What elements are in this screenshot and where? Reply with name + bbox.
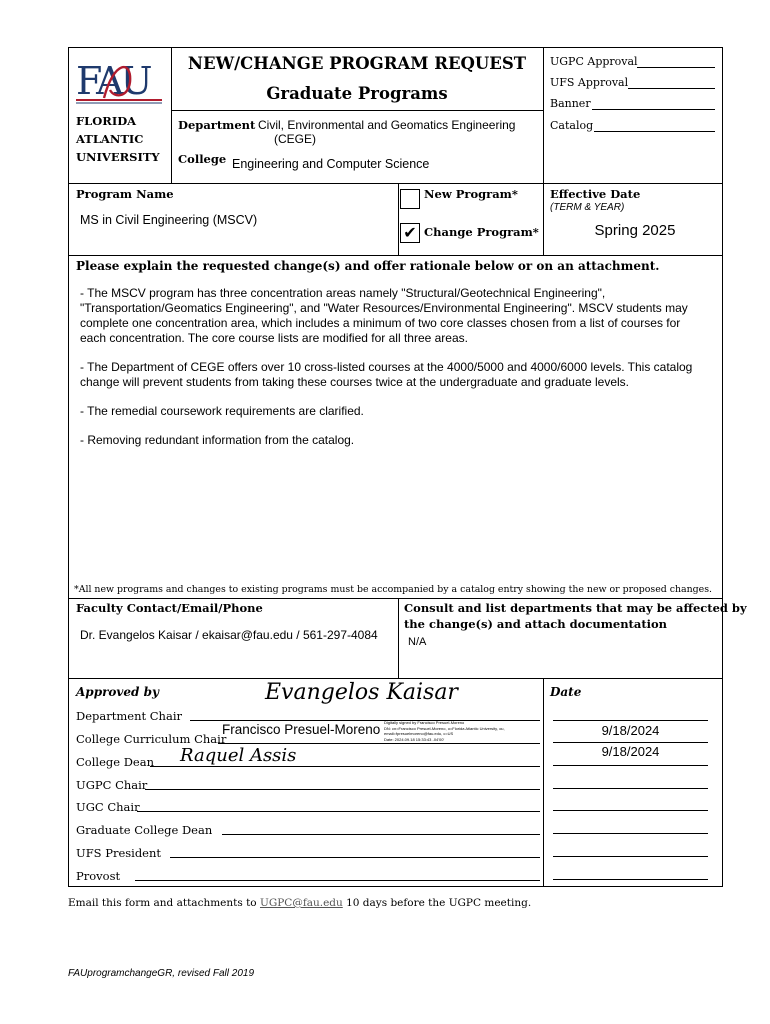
- rationale-heading: Please explain the requested change(s) and offer rationale below or on an attachment.: [76, 259, 660, 273]
- graduate-dean-line[interactable]: [222, 834, 540, 835]
- effective-date-value[interactable]: Spring 2025: [594, 222, 676, 239]
- curriculum-chair-date[interactable]: 9/18/2024: [601, 723, 660, 738]
- fau-logo: [74, 52, 166, 108]
- new-program-label: New Program*: [424, 187, 518, 201]
- ufs-approval-line[interactable]: [628, 88, 715, 89]
- provost-line[interactable]: [135, 880, 540, 881]
- college-dean-date-line[interactable]: [553, 765, 708, 766]
- college-dean-line[interactable]: [150, 766, 540, 767]
- program-name-value[interactable]: MS in Civil Engineering (MSCV): [80, 213, 258, 227]
- university-name: [76, 112, 160, 166]
- graduate-dean-date-line[interactable]: [553, 833, 708, 834]
- consult-label-1: Consult and list departments that may be affected by: [404, 601, 747, 615]
- email-suffix: 10 days before the UGPC meeting.: [346, 897, 532, 909]
- divider-contact: [398, 598, 399, 678]
- provost-label: Provost: [76, 869, 121, 883]
- ugc-chair-line[interactable]: [137, 811, 540, 812]
- effective-date-label: Effective Date: [550, 187, 641, 201]
- date-label: Date: [550, 685, 582, 699]
- email-instructions: [68, 897, 531, 909]
- faculty-contact-value[interactable]: Dr. Evangelos Kaisar / ekaisar@fau.edu / 561-297-4084: [80, 628, 378, 642]
- dean-signature[interactable]: Raquel Assis: [180, 745, 297, 766]
- department-value[interactable]: Civil, Environmental and Geomatics Engineering: [258, 118, 516, 132]
- university-line-2: ATLANTIC: [76, 132, 144, 146]
- ugpc-chair-line[interactable]: [145, 789, 540, 790]
- ufs-president-line[interactable]: [170, 857, 540, 858]
- curriculum-chair-line[interactable]: [218, 743, 540, 744]
- change-program-checkbox[interactable]: ✔: [400, 223, 420, 243]
- college-label: College: [178, 152, 227, 166]
- rationale-paragraph-1: - The MSCV program has three concentration areas namely "Structural/Geotechnical Engineering", "Transportation/Geomatics Engineering", and "Water Resources/Environmental Engineering". MSCV students may complete one concentration area, which includes a minimum of two core classes chosen from a list of courses for each concentration. The core course lists are modified for all three areas.: [80, 286, 688, 345]
- digital-sig-line-1: Digitally signed by Francisco Presuel-Moreno: [384, 720, 465, 725]
- curriculum-chair-label: College Curriculum Chair: [76, 732, 227, 746]
- college-dean-label: College Dean: [76, 755, 154, 769]
- rationale-text[interactable]: [80, 286, 705, 448]
- revision-note: FAUprogramchangeGR, revised Fall 2019: [68, 968, 255, 979]
- rationale-paragraph-4: - Removing redundant information from the catalog.: [80, 433, 355, 447]
- divider-program-bottom: [68, 255, 723, 256]
- divider-approvals: [543, 47, 544, 183]
- page-title: NEW/CHANGE PROGRAM REQUEST: [187, 54, 527, 73]
- department-chair-line[interactable]: [190, 720, 540, 721]
- digital-sig-line-4: Date: 2024.09.18 15:33:43 -04'00': [384, 736, 445, 742]
- digital-sig-line-2: DN: cn=Francisco Presuel-Moreno, o=Florida Atlantic University, ou,: [384, 725, 505, 731]
- ugc-chair-label: UGC Chair: [76, 800, 140, 814]
- catalog-line[interactable]: [594, 131, 715, 132]
- curriculum-chair-date-line[interactable]: [553, 742, 708, 743]
- approved-by-label: Approved by: [76, 685, 159, 699]
- department-chair-label: Department Chair: [76, 709, 182, 723]
- ugpc-chair-date-line[interactable]: [553, 788, 708, 789]
- provost-date-line[interactable]: [553, 879, 708, 880]
- new-program-checkbox[interactable]: [400, 189, 420, 209]
- rationale-paragraph-2: - The Department of CEGE offers over 10 cross-listed courses at the 4000/5000 and 4000/6000 levels. This catalog change will prevent students from taking these courses twice at the undergraduate and graduate levels.: [80, 360, 693, 389]
- page-subtitle: Graduate Programs: [266, 84, 448, 103]
- ugpc-approval-line[interactable]: [637, 67, 715, 68]
- ufs-president-date-line[interactable]: [553, 856, 708, 857]
- divider-header: [68, 183, 723, 184]
- divider-effective: [543, 183, 544, 255]
- department-value-2[interactable]: (CEGE): [274, 132, 316, 146]
- divider-date: [543, 678, 544, 887]
- curriculum-chair-name[interactable]: Francisco Presuel-Moreno: [222, 722, 381, 737]
- chair-signature[interactable]: Evangelos Kaisar: [265, 680, 458, 705]
- digital-sig-line-3: email=fpresuelmoreno@fau.edu, c=US: [384, 731, 454, 736]
- ufs-approval-label: UFS Approval: [550, 76, 629, 89]
- ugpc-email-link[interactable]: UGPC@fau.edu: [259, 897, 343, 909]
- program-name-label: Program Name: [76, 187, 174, 201]
- graduate-dean-label: Graduate College Dean: [76, 823, 213, 837]
- effective-date-hint: (TERM & YEAR): [550, 202, 625, 213]
- faculty-contact-label: Faculty Contact/Email/Phone: [76, 601, 263, 615]
- ugpc-chair-label: UGPC Chair: [76, 778, 148, 792]
- divider-contact-bottom: [68, 678, 723, 679]
- catalog-label: Catalog: [550, 119, 594, 132]
- fau-logo-icon: [74, 52, 166, 108]
- divider-program: [398, 183, 399, 255]
- ufs-president-label: UFS President: [76, 846, 162, 860]
- banner-label: Banner: [550, 97, 591, 110]
- consult-value[interactable]: N/A: [408, 636, 427, 648]
- university-line-3: UNIVERSITY: [76, 150, 160, 164]
- divider-title: [171, 110, 543, 111]
- change-program-label: Change Program*: [424, 225, 539, 239]
- college-value[interactable]: Engineering and Computer Science: [232, 157, 430, 171]
- ugpc-approval-label: UGPC Approval: [550, 55, 638, 68]
- banner-line[interactable]: [592, 109, 715, 110]
- rationale-paragraph-3: - The remedial coursework requirements are clarified.: [80, 404, 364, 418]
- college-dean-date[interactable]: 9/18/2024: [601, 744, 660, 759]
- divider-contact-top: [68, 598, 723, 599]
- digital-signature-details: [384, 720, 534, 742]
- department-label: Department: [178, 118, 256, 132]
- svg-text:FAU: FAU: [76, 59, 150, 103]
- consult-label-2: the change(s) and attach documentation: [404, 617, 668, 631]
- ugc-chair-date-line[interactable]: [553, 810, 708, 811]
- program-request-form: [68, 47, 723, 887]
- department-chair-date-line[interactable]: [553, 720, 708, 721]
- catalog-footnote: *All new programs and changes to existing programs must be accompanied by a catalog entry showing the new or proposed changes.: [74, 584, 712, 595]
- email-prefix: Email this form and attachments to: [68, 897, 257, 909]
- university-line-1: FLORIDA: [76, 114, 137, 128]
